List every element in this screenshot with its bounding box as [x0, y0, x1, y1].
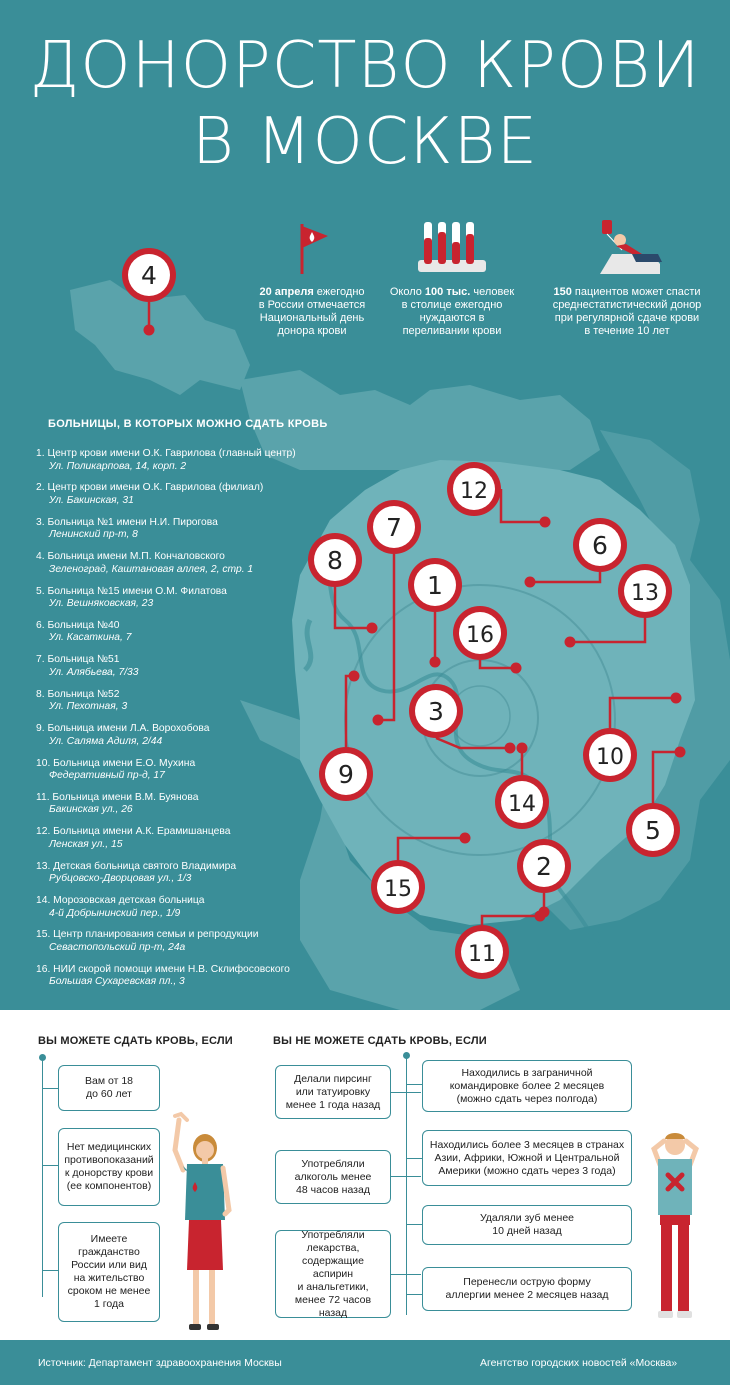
footer-source: Источник: Департамент здравоохранения Москвы [38, 1357, 282, 1369]
hospital-address: Севастопольский пр-т, 24а [49, 941, 186, 953]
hospital-marker-9 [319, 671, 373, 802]
cannot-box-medicine [275, 1230, 391, 1318]
hospital-name: 10. Больница имени Е.О. Мухина [36, 757, 196, 769]
stat-2-text1: человек [470, 286, 515, 298]
box-line: Употребляли [301, 1228, 365, 1241]
woman-donor-figure [165, 1110, 235, 1340]
box-line: на жительство [73, 1272, 145, 1284]
hospital-address: Ул. Касаткина, 7 [49, 632, 132, 644]
man-figure [640, 1125, 710, 1325]
marker-leader-line [335, 587, 372, 628]
box-line: менее 72 часов назад [294, 1293, 372, 1319]
marker-leader-line [530, 572, 600, 582]
stat-1-bold: 20 апреля [259, 286, 314, 298]
connector-line [42, 1088, 58, 1089]
hospital-name: 6. Больница №40 [36, 619, 120, 631]
stat-2-bold: 100 тыс. [424, 286, 471, 298]
title-line-2: В МОСКВЕ [192, 105, 538, 179]
hospital-name: 7. Больница №51 [36, 654, 120, 666]
box-line: командировке более 2 месяцев [449, 1079, 605, 1092]
box-line: Перенесли острую форму [463, 1276, 591, 1288]
stat-3-bold: 150 [553, 286, 572, 298]
marker-number: 12 [460, 479, 488, 504]
hospital-marker-7 [367, 500, 421, 726]
hospital-name: 16. НИИ скорой помощи имени Н.В. Склифосовского [36, 963, 290, 975]
cannot-box-travel [422, 1060, 632, 1112]
cannot-box-tooth [422, 1205, 632, 1245]
marker-number: 2 [536, 852, 552, 881]
box-line: России или вид [71, 1259, 147, 1271]
marker-location-dot [144, 325, 155, 336]
box-line: содержащие аспирин [302, 1254, 364, 1280]
box-line: Делали пирсинг [294, 1072, 372, 1085]
cannot-box-allergy [422, 1267, 632, 1311]
marker-location-dot [565, 637, 576, 648]
marker-number: 6 [592, 531, 608, 560]
marker-location-dot [367, 623, 378, 634]
marker-number: 9 [338, 760, 354, 789]
marker-location-dot [525, 577, 536, 588]
marker-location-dot [349, 671, 360, 682]
box-line: Нет медицинских [66, 1141, 152, 1153]
requirements-section [0, 1010, 730, 1340]
box-line: Находились более 3 месяцев в странах [429, 1138, 625, 1151]
can-box-health [58, 1128, 160, 1206]
box-line: до 60 лет [86, 1088, 132, 1100]
box-line: Америки (можно сдать через 3 года) [438, 1164, 616, 1177]
marker-leader-line [610, 698, 676, 728]
can-box-citizenship [58, 1222, 160, 1322]
hospital-marker-11 [455, 911, 546, 980]
stat-3-text1: пациентов может спасти [571, 286, 701, 298]
connector-line [391, 1176, 421, 1177]
marker-leader-line [436, 738, 510, 748]
hospital-address: 4-й Добрынинский пер., 1/9 [49, 907, 181, 919]
box-line: (ее компонентов) [66, 1180, 152, 1192]
box-line: и анальгетики, [297, 1280, 369, 1293]
box-line: 1 года [94, 1298, 124, 1310]
marker-location-dot [535, 911, 546, 922]
hospital-marker-12 [447, 462, 551, 528]
connector-line [42, 1165, 58, 1166]
hospital-address: Ул. Бакинская, 31 [49, 494, 134, 506]
stat-2-text2: в столице ежегодно [401, 299, 503, 311]
hospital-address: Ул. Саляма Адиля, 2/44 [49, 735, 163, 747]
can-heading: ВЫ МОЖЕТЕ СДАТЬ КРОВЬ, ЕСЛИ [38, 1035, 233, 1047]
hospital-marker-10 [583, 693, 682, 783]
hospital-marker-8 [308, 533, 378, 634]
can-connector [42, 1057, 43, 1297]
marker-location-dot [671, 693, 682, 704]
hospital-marker-16 [453, 606, 522, 674]
marker-number: 10 [596, 745, 624, 770]
stat-2-text4: переливании крови [402, 325, 502, 337]
connector-line [42, 1270, 58, 1271]
marker-leader-line [570, 618, 645, 642]
marker-number: 3 [428, 697, 444, 726]
marker-location-dot [511, 663, 522, 674]
marker-number: 8 [327, 546, 343, 575]
box-line: сроком не менее [67, 1285, 151, 1297]
hospital-marker-13 [565, 564, 673, 648]
hospital-address: Ул. Пехотная, 3 [49, 701, 128, 713]
stat-3-text3: при регулярной сдаче крови [554, 312, 700, 324]
stat-2-text3: нуждаются в [419, 312, 485, 324]
hospital-address: Ул. Поликарпова, 14, корп. 2 [49, 460, 187, 472]
box-line: гражданство [78, 1246, 140, 1258]
connector-line [406, 1084, 422, 1085]
box-line: алкоголь менее [294, 1170, 372, 1183]
hospital-address: Ул. Вешняковская, 23 [49, 598, 154, 610]
hospitals-heading: БОЛЬНИЦЫ, В КОТОРЫХ МОЖНО СДАТЬ КРОВЬ [48, 418, 328, 430]
marker-number: 4 [141, 261, 157, 290]
marker-number: 5 [645, 816, 661, 845]
marker-leader-line [480, 660, 516, 668]
cannot-box-piercing [275, 1065, 391, 1119]
hospital-address: Ленинский пр-т, 8 [49, 529, 138, 541]
box-line: 10 дней назад [492, 1225, 562, 1237]
hospital-marker-14 [495, 743, 549, 830]
connector-line [406, 1294, 422, 1295]
footer-agency: Агентство городских новостей «Москва» [480, 1357, 678, 1369]
marker-leader-line [653, 752, 680, 803]
hospital-address: Федеративный пр-д, 17 [49, 770, 165, 782]
hospital-name: 2. Центр крови имени О.К. Гаврилова (филиал) [36, 482, 264, 494]
box-line: к донорству крови [64, 1167, 154, 1179]
hospital-marker-2 [517, 839, 571, 918]
marker-location-dot [517, 743, 528, 754]
marker-location-dot [460, 833, 471, 844]
hospital-name: 5. Больница №15 имени О.М. Филатова [36, 585, 227, 597]
marker-leader-line [398, 838, 465, 860]
can-box-age [58, 1065, 160, 1111]
marker-leader-line [378, 554, 394, 720]
box-line: лекарства, [306, 1241, 360, 1254]
marker-number: 13 [631, 581, 659, 606]
marker-number: 11 [468, 942, 496, 967]
stat-1-text3: Национальный день [259, 312, 365, 324]
box-line: Употребляли [301, 1157, 365, 1170]
box-line: аллергии менее 2 месяцев назад [445, 1289, 609, 1301]
stat-1-text4: донора крови [277, 325, 347, 337]
hospital-name: 1. Центр крови имени О.К. Гаврилова (главный центр) [36, 448, 296, 459]
box-line: менее 1 года назад [285, 1098, 381, 1111]
marker-number: 1 [427, 571, 443, 600]
box-line: Находились в заграничной [461, 1066, 593, 1079]
hospital-address: Рубцовско-Дворцовая ул., 1/3 [49, 873, 192, 885]
connector-dot [403, 1052, 410, 1059]
marker-number: 7 [386, 513, 402, 542]
connector-dot [39, 1054, 46, 1061]
marker-number: 15 [384, 877, 412, 902]
marker-location-dot [430, 657, 441, 668]
marker-location-dot [505, 743, 516, 754]
hospital-name: 13. Детская больница святого Владимира [36, 860, 237, 872]
title-line-1: ДОНОРСТВО КРОВИ [29, 29, 701, 103]
hospital-address: Ленская ул., 15 [49, 838, 123, 850]
hospital-name: 12. Больница имени А.К. Ерамишанцева [36, 826, 231, 838]
box-line: (можно сдать через полгода) [456, 1092, 598, 1105]
marker-leader-line [501, 489, 545, 522]
hospital-name: 14. Морозовская детская больница [36, 895, 205, 907]
marker-location-dot [675, 747, 686, 758]
marker-leader-line [346, 676, 354, 747]
connector-line [406, 1158, 422, 1159]
marker-number: 14 [508, 792, 536, 817]
hospital-name: 11. Больница имени В.М. Буянова [36, 791, 199, 803]
hospital-name: 8. Больница №52 [36, 688, 120, 700]
hospital-address: Ул. Алябьева, 7/33 [49, 666, 139, 678]
hospital-address: Бакинская ул., 26 [49, 804, 133, 816]
connector-line [391, 1092, 421, 1093]
hospital-name: 15. Центр планирования семьи и репродукции [36, 929, 259, 941]
stat-2-pre: Около [389, 286, 425, 298]
stat-3-text2: среднестатистический донор [552, 299, 702, 311]
box-line: Имеете [90, 1233, 128, 1245]
cannot-connector [406, 1055, 407, 1315]
marker-leader-line [482, 916, 540, 925]
hospital-name: 4. Больница имени М.П. Кончаловского [36, 551, 225, 563]
hospital-marker-4 [122, 248, 176, 336]
box-line: или татуировку [295, 1085, 371, 1098]
hospital-marker-6 [525, 518, 628, 588]
hospital-address: Большая Сухаревская пл., 3 [49, 976, 185, 988]
hospital-name: 3. Больница №1 имени Н.И. Пирогова [36, 516, 218, 528]
marker-number: 16 [466, 623, 494, 648]
marker-location-dot [540, 517, 551, 528]
hospital-name: 9. Больница имени Л.А. Ворохобова [36, 723, 210, 735]
marker-location-dot [373, 715, 384, 726]
box-line: Удаляли зуб менее [479, 1212, 575, 1224]
cannot-heading: ВЫ НЕ МОЖЕТЕ СДАТЬ КРОВЬ, ЕСЛИ [273, 1035, 487, 1047]
connector-line [406, 1224, 422, 1225]
hospital-marker-1 [408, 558, 462, 668]
stat-1-text1: ежегодно [313, 286, 365, 298]
hospital-marker-3 [409, 684, 516, 754]
cannot-box-alcohol [275, 1150, 391, 1204]
connector-line [391, 1274, 421, 1275]
cannot-box-countries [422, 1130, 632, 1186]
stat-1-text2: в России отмечается [258, 299, 366, 311]
box-line: Вам от 18 [85, 1075, 133, 1087]
hospital-address: Зеленоград, Каштановая аллея, 2, стр. 1 [49, 563, 254, 575]
box-line: противопоказаний [64, 1154, 154, 1166]
hospital-marker-15 [371, 833, 471, 915]
footer [0, 1340, 730, 1385]
box-line: Азии, Африки, Южной и Центральной [434, 1151, 620, 1164]
box-line: 48 часов назад [296, 1183, 370, 1196]
stat-3-text4: в течение 10 лет [584, 325, 670, 337]
